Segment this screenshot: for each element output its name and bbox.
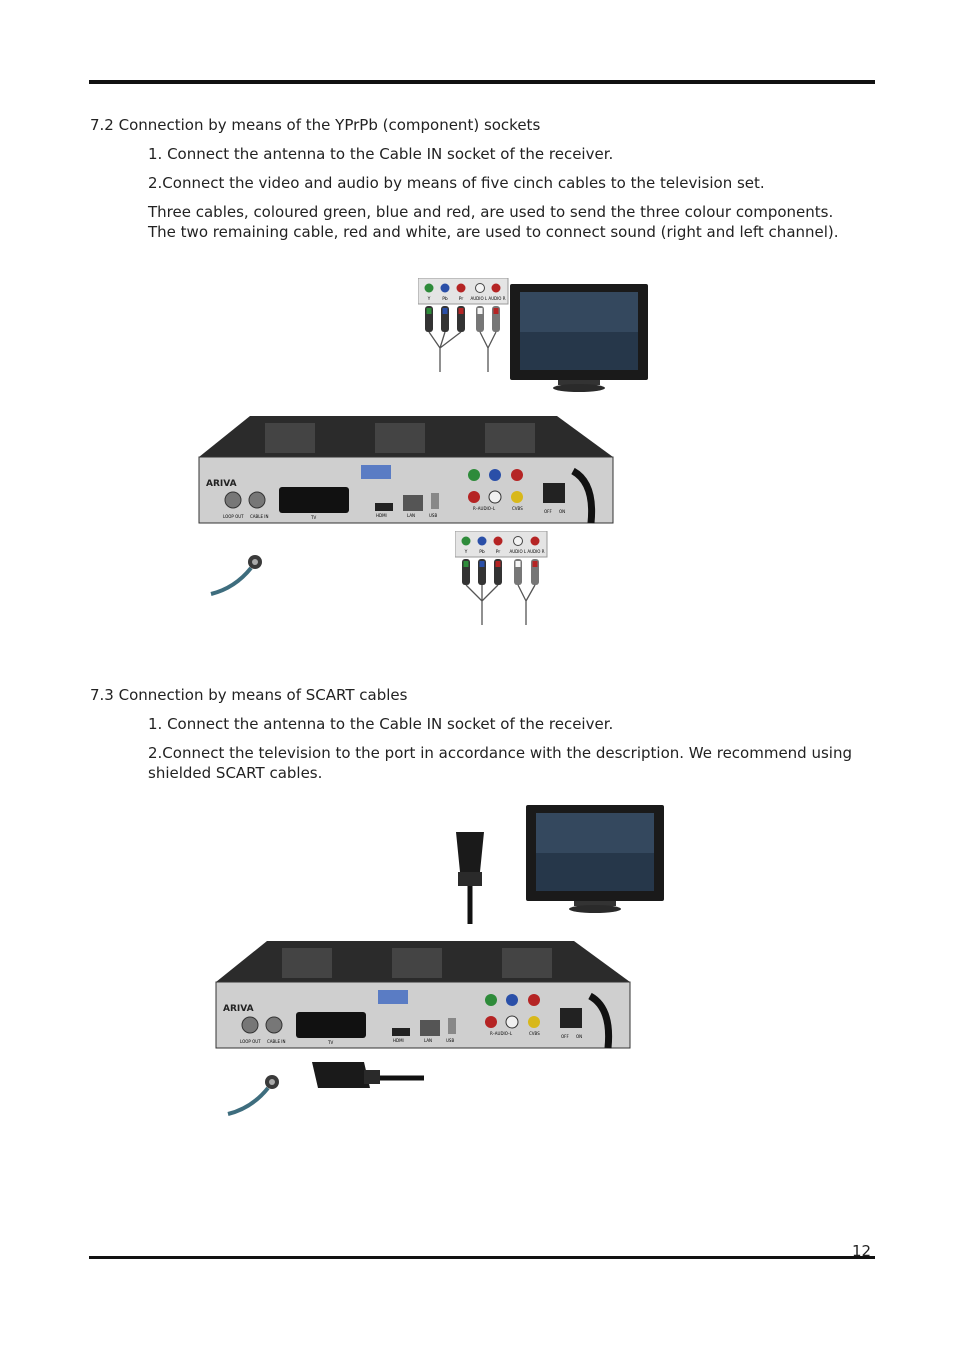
audio-r-socket-receiver xyxy=(468,491,480,503)
lan-label: LAN xyxy=(407,513,416,518)
lan-label-bottom: LAN xyxy=(424,1038,433,1043)
pb-label-bottom: Pb xyxy=(479,550,485,555)
cvbs-socket xyxy=(511,491,523,503)
y-label-bottom: Y xyxy=(464,550,468,555)
pb-socket xyxy=(441,284,450,293)
pb-label: Pb xyxy=(442,297,448,302)
hdmi-label-bottom: HDMI xyxy=(393,1038,404,1043)
loop-out-label-bottom: LOOP OUT xyxy=(240,1039,261,1044)
receiver-rear-panel-bottom xyxy=(212,938,632,1050)
component-y-socket xyxy=(468,469,480,481)
rca-plugs-top xyxy=(425,306,500,332)
audio-l-socket xyxy=(476,284,485,293)
component-connector-panel-top xyxy=(418,278,510,376)
section-7-2-note: Three cables, coloured green, blue and red, are used to send the three colour components. The two remaining cable, red and white, are used to connect sound (right and left channel). xyxy=(148,203,839,241)
cvbs-label-bottom: CVBS xyxy=(529,1031,540,1036)
page-number: 12 xyxy=(852,1242,872,1260)
section-7-3-heading: 7.3 Connection by means of SCART cables xyxy=(90,686,408,704)
audio-label: AUDIO L AUDIO R xyxy=(470,296,506,301)
footer-rule xyxy=(89,1256,875,1259)
scart-plug-vertical xyxy=(446,828,494,926)
antenna-cable-top xyxy=(205,548,275,598)
scart-plug-horizontal xyxy=(298,1052,426,1096)
tv-label-bottom: TV xyxy=(328,1040,334,1045)
tv-bottom xyxy=(524,803,666,915)
audio-label-receiver: R–AUDIO–L xyxy=(473,506,496,511)
audio-l-socket-receiver xyxy=(489,491,501,503)
tv-label: TV xyxy=(311,515,317,520)
y-socket xyxy=(425,284,434,293)
brand-logo-bottom: ARIVA xyxy=(223,1004,254,1014)
y-label: Y xyxy=(427,297,431,302)
on-label: ON xyxy=(559,509,566,514)
section-7-3-step-1: 1. Connect the antenna to the Cable IN socket of the receiver. xyxy=(148,715,614,733)
component-pb-socket xyxy=(489,469,501,481)
pr-label: Pr xyxy=(458,297,464,302)
off-label: OFF xyxy=(544,509,552,514)
header-rule xyxy=(89,80,875,84)
off-label-bottom: OFF xyxy=(561,1034,569,1039)
audio-label-receiver-bottom: R–AUDIO–L xyxy=(490,1031,513,1036)
usb-label: USB xyxy=(429,513,438,518)
brand-logo: ARIVA xyxy=(206,479,237,489)
antenna-cable-bottom xyxy=(222,1068,292,1118)
component-connector-panel-bottom xyxy=(455,531,549,629)
hdmi-label: HDMI xyxy=(376,513,387,518)
cvbs-label: CVBS xyxy=(512,506,523,511)
receiver-rear-panel-top xyxy=(195,413,615,525)
audio-r-socket xyxy=(492,284,501,293)
usb-label-bottom: USB xyxy=(446,1038,455,1043)
on-label-bottom: ON xyxy=(576,1034,583,1039)
tv-top xyxy=(508,282,650,394)
component-pr-socket xyxy=(511,469,523,481)
cable-in-label-bottom: CABLE IN xyxy=(267,1039,286,1044)
hdmi-socket xyxy=(375,503,393,511)
power-switch xyxy=(543,483,565,503)
section-7-2-heading: 7.2 Connection by means of the YPrPb (component) sockets xyxy=(90,116,541,134)
rs232-socket xyxy=(361,465,391,479)
usb-socket xyxy=(431,493,439,509)
loop-out-socket xyxy=(225,492,241,508)
pr-socket xyxy=(457,284,466,293)
audio-label-bottom: AUDIO L AUDIO R xyxy=(509,549,545,554)
scart-socket xyxy=(279,487,349,513)
cable-in-socket xyxy=(249,492,265,508)
loop-out-label: LOOP OUT xyxy=(223,514,244,519)
lan-socket xyxy=(403,495,423,511)
section-7-3-step-2: 2.Connect the television to the port in accordance with the description. We recommend using shielded SCART cables. xyxy=(148,744,852,782)
cable-in-label: CABLE IN xyxy=(250,514,269,519)
pr-label-bottom: Pr xyxy=(495,550,501,555)
section-7-2-step-2: 2.Connect the video and audio by means of five cinch cables to the television set. xyxy=(148,174,765,192)
section-7-2-step-1: 1. Connect the antenna to the Cable IN socket of the receiver. xyxy=(148,145,614,163)
